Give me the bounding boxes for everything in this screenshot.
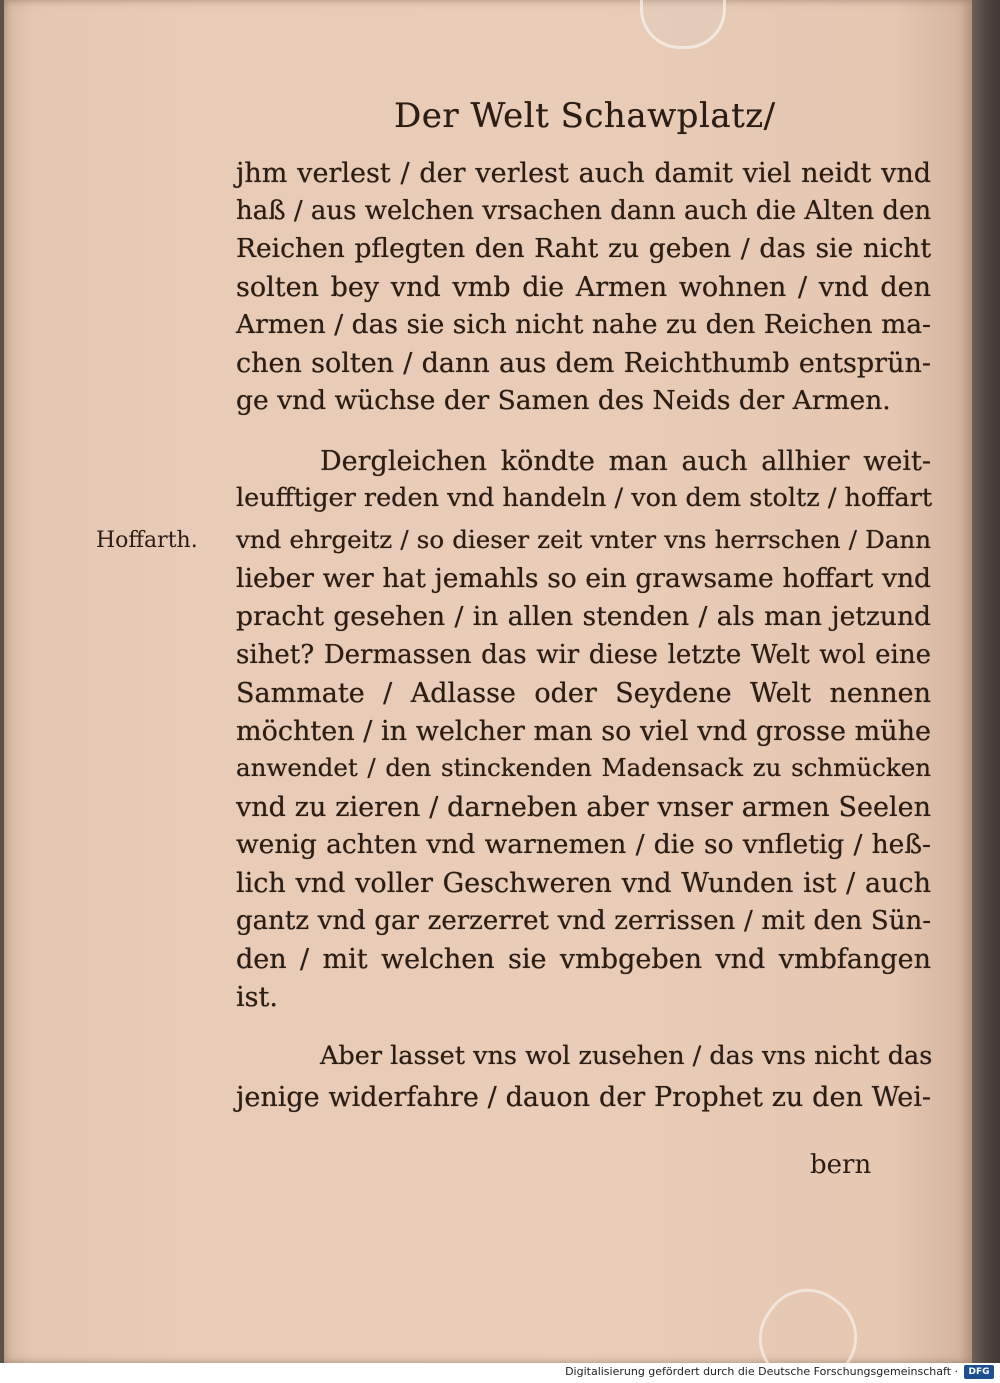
book-page (4, 0, 972, 1363)
catchword: bern (810, 1150, 872, 1180)
text-line: Reichen pflegten den Raht zu geben / das sie nicht (236, 233, 931, 264)
text-line: haß / aus welchen vrsachen dann auch die Alten den (236, 196, 932, 226)
text-line: ge vnd wüchse der Samen des Neids der Armen. (236, 385, 891, 416)
running-head: Der Welt Schawplatz/ (394, 96, 776, 136)
text-line: Dergleichen köndte man auch allhier weit- (320, 446, 931, 477)
text-line: wenig achten vnd warnemen / die so vnfletig / heß- (236, 829, 931, 860)
text-line: jhm verlest / der verlest auch damit viel neidt vnd (236, 158, 931, 189)
text-line: solten bey vnd vmb die Armen wohnen / vnd den (236, 272, 931, 303)
funding-notice: Digitalisierung gefördert durch die Deutsche Forschungsgemeinschaft · (565, 1365, 958, 1378)
text-line: anwendet / den stinckenden Madensack zu schmücken (236, 753, 931, 782)
text-line: ist. (236, 982, 278, 1013)
footer-bar (0, 1363, 1000, 1383)
text-line: jenige widerfahre / dauon der Prophet zu den Wei- (236, 1082, 931, 1113)
text-line: Sammate / Adlasse oder Seydene Welt nennen (236, 678, 931, 709)
text-line: Armen / das sie sich nicht nahe zu den Reichen ma- (236, 309, 931, 340)
text-line: Aber lasset vns wol zusehen / das vns nicht das (320, 1041, 933, 1071)
text-line: vnd ehrgeitz / so dieser zeit vnter vns herrschen / Dann (236, 525, 931, 554)
text-line: den / mit welchen sie vmbgeben vnd vmbfangen (236, 944, 931, 975)
page-edge (972, 0, 1000, 1363)
text-line: sihet? Dermassen das wir diese letzte Welt wol eine (236, 640, 931, 670)
text-line: pracht gesehen / in allen stenden / als man jetzund (236, 601, 931, 632)
text-line: möchten / in welcher man so viel vnd grosse mühe (236, 716, 931, 747)
text-line: lich vnd voller Geschweren vnd Wunden ist / auch (236, 868, 931, 899)
text-line: gantz vnd gar zerzerret vnd zerrissen / mit den Sün- (236, 906, 931, 936)
text-line: chen solten / dann aus dem Reichthumb entsprün- (236, 348, 931, 379)
text-line: lieber wer hat jemahls so ein grawsame hoffart vnd (236, 563, 931, 594)
text-line: leufftiger reden vnd handeln / von dem stoltz / hoffart (236, 483, 933, 513)
margin-note: Hoffarth. (96, 528, 198, 553)
dfg-logo-icon: DFG (964, 1365, 994, 1379)
text-line: vnd zu zieren / darneben aber vnser armen Seelen (236, 792, 931, 823)
